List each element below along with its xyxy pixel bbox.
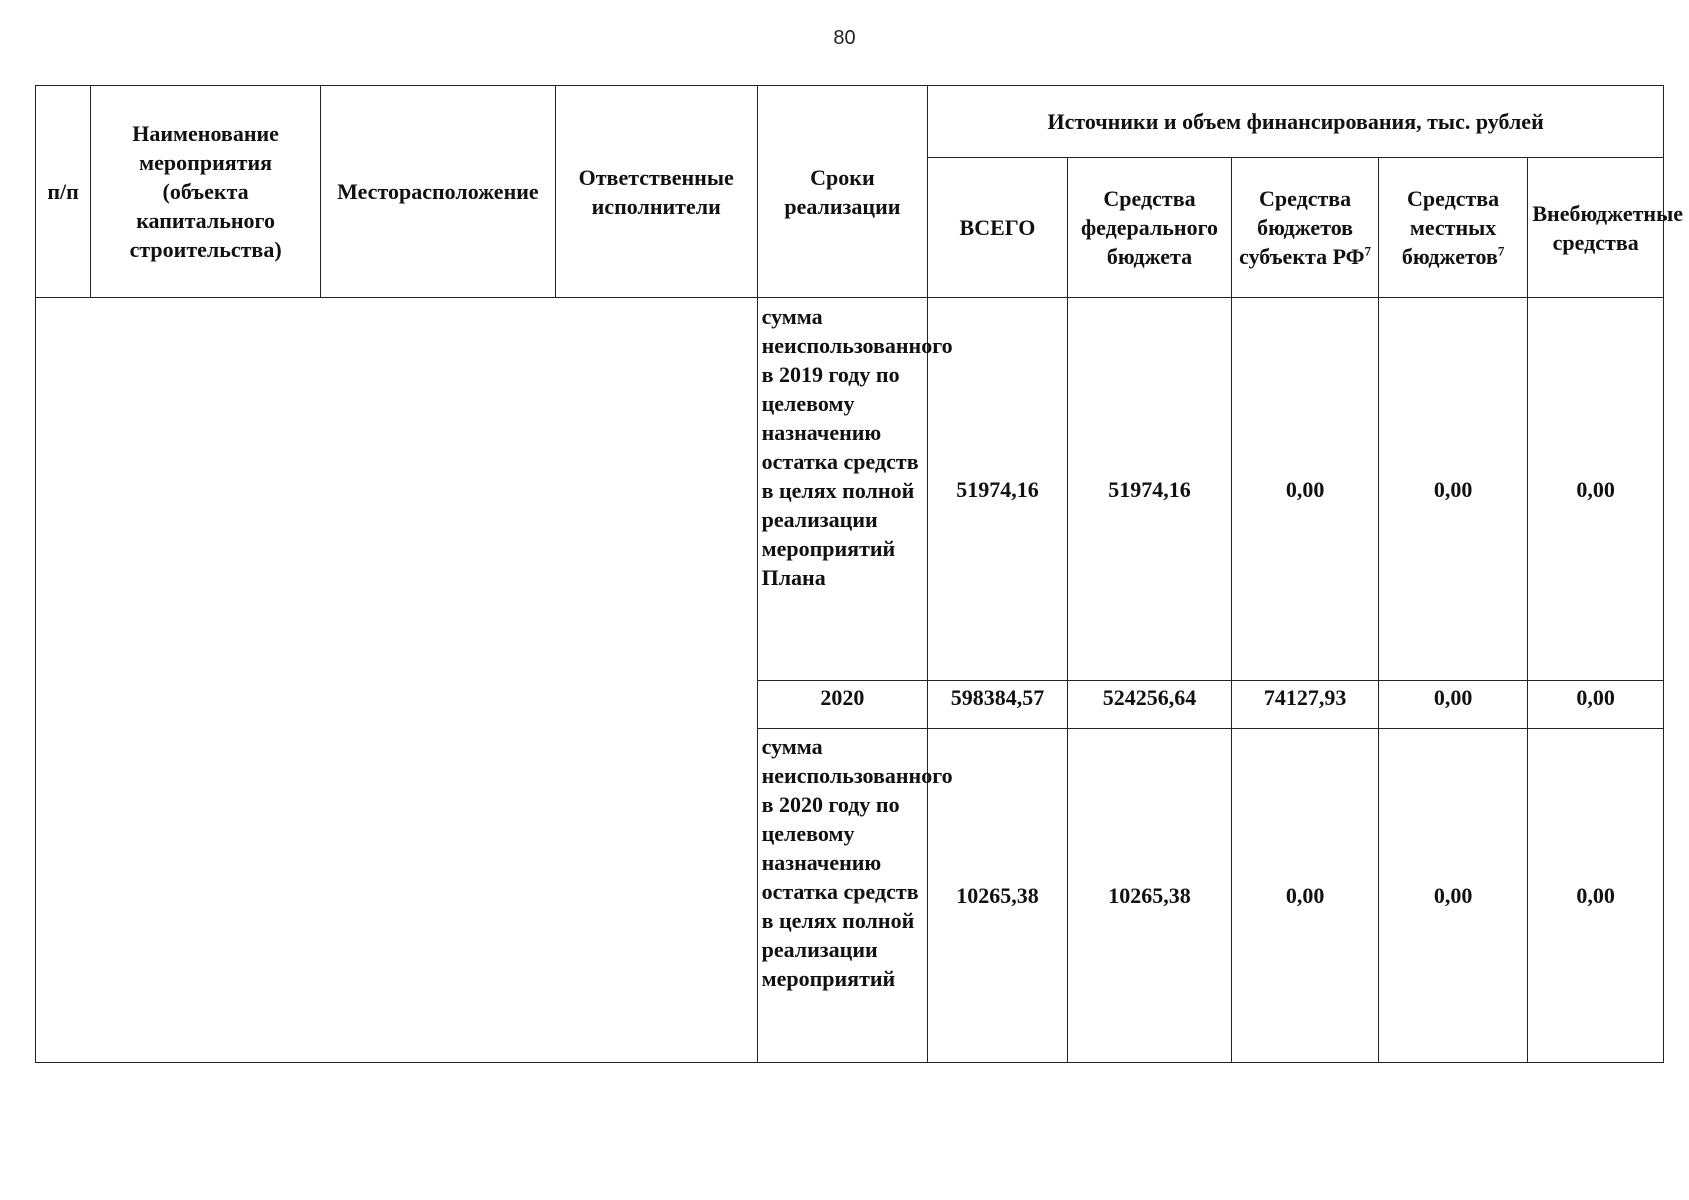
cell-local: 0,00 — [1378, 298, 1528, 681]
cell-local: 0,00 — [1378, 681, 1528, 729]
header-extrabudget: Внебюджетные средства — [1528, 158, 1664, 298]
header-local — [1378, 158, 1528, 298]
cell-federal: 51974,16 — [1067, 298, 1232, 681]
cell-subject: 0,00 — [1232, 298, 1379, 681]
financing-table — [35, 85, 1684, 1063]
header-subject-label: Средства бюджетов субъекта РФ — [1239, 186, 1365, 269]
merged-empty-cell — [36, 298, 758, 1063]
header-subject — [1232, 158, 1379, 298]
cell-total: 51974,16 — [928, 298, 1068, 681]
table-body — [36, 298, 1664, 1063]
header-local-footnote: 7 — [1497, 243, 1505, 259]
header-local-label: Средства местных бюджетов — [1401, 186, 1500, 269]
cell-local: 0,00 — [1378, 729, 1528, 1063]
header-location: Месторасположение — [321, 86, 556, 298]
cell-federal: 524256,64 — [1067, 681, 1232, 729]
header-subject-footnote: 7 — [1364, 243, 1372, 259]
header-period: Сроки реализации — [757, 86, 928, 298]
header-federal: Средства федерального бюджета — [1067, 158, 1232, 298]
cell-extrabudget: 0,00 — [1528, 298, 1664, 681]
cell-subject: 0,00 — [1232, 729, 1379, 1063]
header-num: п/п — [36, 86, 91, 298]
header-total: ВСЕГО — [928, 158, 1068, 298]
header-name: Наименование мероприятия (объекта капитального строительства) — [91, 86, 321, 298]
header-responsible: Ответственные исполнители — [555, 86, 757, 298]
cell-total: 598384,57 — [928, 681, 1068, 729]
cell-subject: 74127,93 — [1232, 681, 1379, 729]
cell-period: 2020 — [757, 681, 928, 729]
cell-federal: 10265,38 — [1067, 729, 1232, 1063]
table-row — [36, 298, 1664, 681]
cell-period: сумма неиспользованного в 2019 году по целевому назначению остатка средств в целях полной реализации мероприятий Плана — [757, 298, 928, 681]
cell-total: 10265,38 — [928, 729, 1068, 1063]
cell-extrabudget: 0,00 — [1528, 681, 1664, 729]
table-header — [36, 86, 1684, 298]
cell-period: сумма неиспользованного в 2020 году по целевому назначению остатка средств в целях полной реализации мероприятий — [757, 729, 928, 1063]
cell-extrabudget: 0,00 — [1528, 729, 1664, 1063]
header-sources-group: Источники и объем финансирования, тыс. рублей — [928, 86, 1664, 158]
page-number: 80 — [833, 27, 856, 49]
